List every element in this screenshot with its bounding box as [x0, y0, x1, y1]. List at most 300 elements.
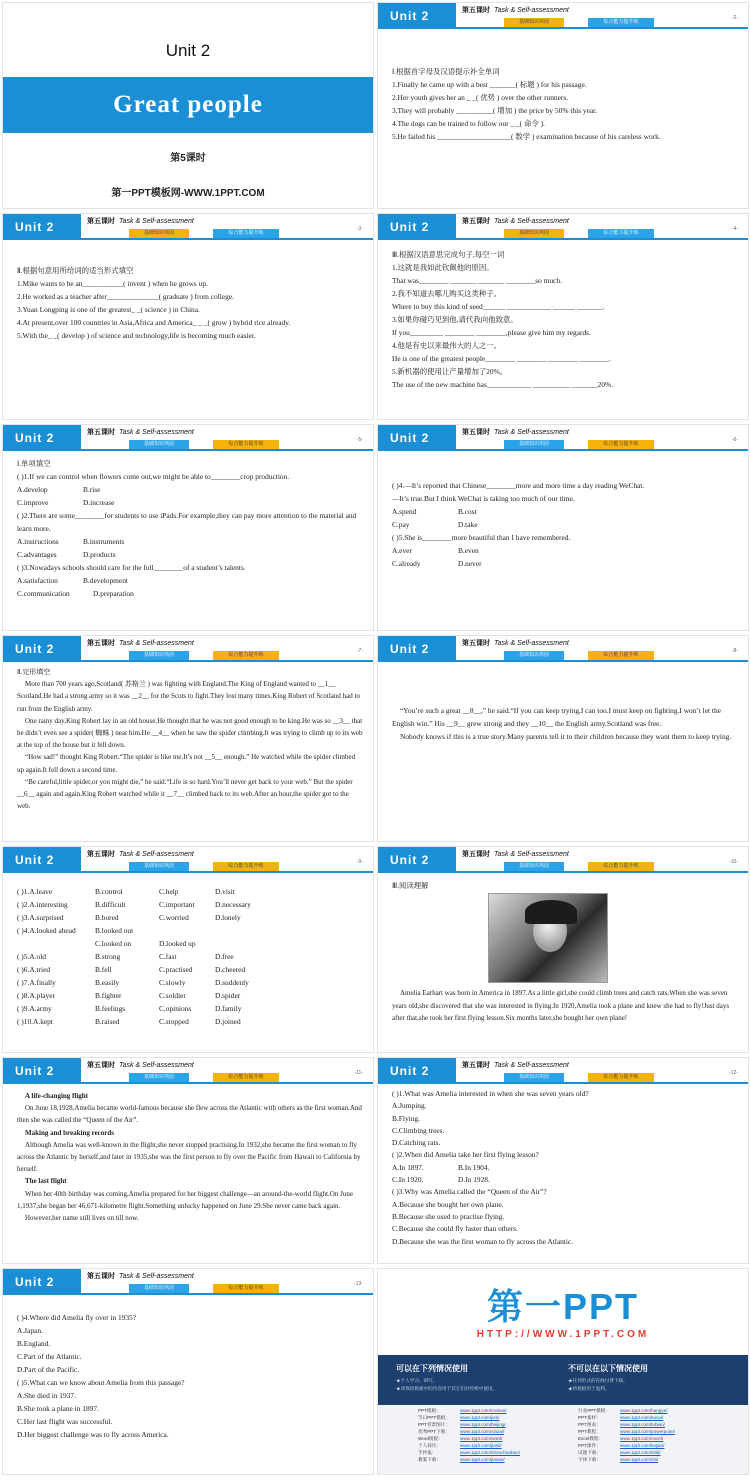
link-url[interactable]: www.1ppt.com/hangye/: [620, 1408, 668, 1413]
link-row: [578, 1414, 675, 1421]
exercise-line: If you_________ ________ ________,please give him my regards.: [392, 328, 591, 337]
unit-label: Unit 2: [378, 636, 456, 662]
option[interactable]: C.pay: [392, 520, 410, 529]
option[interactable]: C.communication: [17, 589, 70, 598]
question: ( )2.When did Amelia take her first flying lesson?: [392, 1150, 539, 1160]
tab-basic[interactable]: 基础知识巩固: [129, 1073, 189, 1082]
option[interactable]: D.Because she was the first woman to fly across the Atlantic.: [392, 1236, 574, 1246]
slide-2: [377, 2, 749, 209]
link-url[interactable]: www.1ppt.com/ziti/: [620, 1457, 659, 1462]
lesson-text: 第五课时: [462, 218, 490, 225]
link-url[interactable]: www.1ppt.com/shouchaobao/: [460, 1450, 521, 1455]
passage-paragraph: “You’re such a great __8__,” he said.“If you can keep trying,I can too.I must keep on fighting.I won’t let the English win.” His __9__ grew strong and they __10__ the English army.Scotland was free.: [392, 706, 721, 728]
lesson-text: 第五课时: [87, 1273, 115, 1280]
option[interactable]: C.looked on: [95, 939, 132, 948]
header-rule: [378, 871, 748, 873]
tab-basic[interactable]: 基础知识巩固: [129, 440, 189, 449]
slide-3: [2, 213, 374, 420]
lesson-text: 第五课时: [87, 218, 115, 225]
tab-ability[interactable]: 综合能力提升练: [213, 1284, 279, 1293]
options-row: [17, 937, 363, 950]
option[interactable]: D.preparation: [93, 589, 134, 598]
option[interactable]: A.instructions: [17, 537, 59, 546]
option[interactable]: A.spend: [392, 507, 417, 516]
tab-basic[interactable]: 基础知识巩固: [504, 18, 564, 27]
exercise-line: 5.He failed his ____________________( 数学 ) examination because of his careless work.: [392, 132, 661, 141]
amelia-earhart-photo: [488, 893, 608, 983]
link-url[interactable]: www.1ppt.com/sucai/: [620, 1415, 664, 1420]
link-label: PPT模板：: [418, 1408, 441, 1413]
unit-label: Unit 2: [378, 1058, 456, 1084]
option[interactable]: A.Because she bought her own plane.: [392, 1199, 504, 1209]
option[interactable]: C.Climbing trees.: [392, 1125, 445, 1135]
header-rule: [3, 871, 373, 873]
options-row: [17, 574, 363, 587]
task-text: Task & Self-assessment: [494, 851, 569, 858]
option[interactable]: D.lonely: [215, 913, 241, 922]
slide-header: [3, 425, 373, 451]
tab-ability[interactable]: 综合能力提升练: [588, 651, 654, 660]
option[interactable]: ( )4.A.looked ahead: [17, 926, 76, 935]
task-text: Task & Self-assessment: [119, 218, 194, 225]
option[interactable]: ( )7.A.finally: [17, 978, 56, 987]
ppt-url[interactable]: HTTP://WWW.1PPT.COM: [476, 1329, 650, 1340]
options-row: [17, 976, 363, 989]
link-label: 手抄报：: [418, 1450, 437, 1455]
question: ( )3.Nowadays schools should care for the full________of a student’s talents.: [17, 563, 246, 572]
options-row: [17, 1015, 363, 1028]
option[interactable]: C.fast: [159, 952, 177, 961]
unit-label: Unit 2: [378, 425, 456, 451]
cover-slide: [2, 2, 374, 209]
option[interactable]: C.already: [392, 559, 421, 568]
lesson-text: 第五课时: [87, 1062, 115, 1069]
slide-body: [392, 248, 738, 391]
page-number: -10-: [729, 859, 738, 865]
link-url[interactable]: www.1ppt.com/powerpoint/: [620, 1429, 675, 1434]
option[interactable]: ( )2.A.interesting: [17, 900, 68, 909]
slide-9: [2, 846, 374, 1053]
passage-subheading: A life-changing flight: [25, 1092, 89, 1100]
links-column-left: [418, 1407, 520, 1463]
slide-header: [3, 214, 373, 240]
options-row: [17, 911, 363, 924]
exercise-line: 2.He worked as a teacher after______________( graduate ) from college.: [17, 292, 234, 301]
link-url[interactable]: www.1ppt.com/excel/: [620, 1436, 664, 1441]
exercise-line: 3.They will probably __________( 增加 ) the price by 50% this year.: [392, 106, 598, 115]
question-reply: —It’s true.But I think WeChat is taking too much of our time.: [392, 494, 575, 503]
option[interactable]: B.In 1904.: [458, 1162, 490, 1172]
link-url[interactable]: www.1ppt.com/xiazai/: [460, 1429, 505, 1434]
option[interactable]: C.Her last flight was successful.: [17, 1417, 113, 1426]
unit-label: Unit 2: [3, 847, 81, 873]
options-row: [17, 885, 363, 898]
option[interactable]: ( )9.A.army: [17, 1004, 52, 1013]
passage-paragraph: One rainy day,King Robert lay in an old house.He thought that he was not good enough to be king.He was so __3__ that he didn’t even see a spider( 蜘蛛 ) near him.He __4__ when he saw the spider climbing.It was trying to climb up to its web at the top of the house but it fell down.: [17, 716, 363, 750]
option[interactable]: A.develop: [17, 485, 48, 494]
option[interactable]: D.looked up: [159, 939, 196, 948]
option[interactable]: C.opinions: [159, 1004, 192, 1013]
exercise-line: 2.我不知道去哪儿购买这类种子。: [392, 289, 502, 298]
header-rule: [378, 660, 748, 662]
link-label: PPT背景图片：: [418, 1422, 450, 1427]
option[interactable]: ( )10.A.kept: [17, 1017, 53, 1026]
lesson-label: [87, 849, 194, 859]
options-row: [17, 496, 363, 509]
options-row: [17, 963, 363, 976]
option[interactable]: B.strong: [95, 952, 121, 961]
option[interactable]: C.advantages: [17, 550, 57, 559]
passage-paragraph: However,her name still lives on till now.: [25, 1214, 139, 1223]
option[interactable]: D.suddenly: [215, 978, 249, 987]
option[interactable]: B.feelings: [95, 1004, 126, 1013]
option[interactable]: D.visit: [215, 887, 235, 896]
lesson-label: [87, 638, 194, 648]
cannot-use-note: ★任何形式的在线付费下载。: [568, 1378, 628, 1383]
link-label: 字体下载：: [578, 1457, 601, 1462]
lesson-label: [87, 427, 194, 437]
option[interactable]: C.important: [159, 900, 195, 909]
link-url[interactable]: www.1ppt.com/jianli/: [460, 1443, 502, 1448]
header-rule: [378, 1082, 748, 1084]
section-heading: Ⅰ.单项填空: [17, 459, 51, 468]
section-heading: Ⅰ.根据首字母及汉语提示补全单词: [392, 67, 500, 76]
tab-ability[interactable]: 综合能力提升练: [213, 229, 279, 238]
slide-header: [3, 636, 373, 662]
link-row: [578, 1428, 675, 1435]
link-label: PPT图表：: [578, 1422, 601, 1427]
link-label: 优秀PPT下载：: [418, 1429, 450, 1434]
exercise-line: 2.Her youth gives her an _ _( 优势 ) over the other runners.: [392, 93, 569, 102]
cover-site: 第一PPT模板网-WWW.1PPT.COM: [111, 188, 265, 199]
slide-body: [17, 1090, 363, 1224]
slide-body: [17, 1311, 363, 1441]
link-url[interactable]: www.1ppt.com/shiti/: [620, 1450, 661, 1455]
option[interactable]: ( )8.A.player: [17, 991, 55, 1000]
option[interactable]: D.increase: [83, 498, 115, 507]
options-row: [392, 557, 738, 570]
exercise-line: 4.At present,over 100 countries in Asia,Africa and America_ _ _( grow ) hybrid rice already.: [17, 318, 291, 327]
link-url[interactable]: www.1ppt.com/jiaoan/: [460, 1457, 505, 1462]
tab-ability[interactable]: 综合能力提升练: [588, 229, 654, 238]
tab-basic[interactable]: 基础知识巩固: [129, 862, 189, 871]
option[interactable]: ( )1.A.leave: [17, 887, 53, 896]
option[interactable]: D.necessary: [215, 900, 251, 909]
passage-subheading: The last flight: [25, 1177, 67, 1186]
question: ( )5.What can we know about Amelia from this passage?: [17, 1378, 185, 1387]
option[interactable]: B.fell: [95, 965, 112, 974]
header-rule: [378, 238, 748, 240]
exercise-line: 3.如果你碰巧见到他,请代我向他致意。: [392, 315, 518, 324]
option[interactable]: D.In 1928.: [458, 1175, 490, 1185]
tab-basic[interactable]: 基础知识巩固: [129, 651, 189, 660]
tab-ability[interactable]: 综合能力提升练: [588, 1073, 654, 1082]
option[interactable]: D.free: [215, 952, 234, 961]
link-url[interactable]: www.1ppt.com/tubiao/: [620, 1422, 665, 1427]
slide-header: [3, 847, 373, 873]
slide-header: [378, 425, 748, 451]
link-row: [418, 1407, 520, 1414]
link-label: PPT教程：: [578, 1429, 601, 1434]
unit-label: Unit 2: [3, 1269, 81, 1295]
slide-body: [392, 704, 738, 743]
header-rule: [378, 449, 748, 451]
lesson-label: [462, 1060, 569, 1070]
task-text: Task & Self-assessment: [119, 429, 194, 436]
task-text: Task & Self-assessment: [119, 640, 194, 647]
exercise-line: 1.Mike wants to be an___________( invent ) when he grows up.: [17, 279, 208, 288]
task-text: Task & Self-assessment: [494, 7, 569, 14]
option[interactable]: C.soldier: [159, 991, 186, 1000]
page-number: -8-: [731, 648, 738, 654]
tab-basic[interactable]: 基础知识巩固: [504, 229, 564, 238]
header-rule: [3, 660, 373, 662]
cloze-options: [17, 885, 363, 1028]
unit-label: Unit 2: [378, 847, 456, 873]
tab-ability[interactable]: 综合能力提升练: [588, 440, 654, 449]
option[interactable]: B.easily: [95, 978, 120, 987]
option[interactable]: C.In 1920.: [392, 1175, 424, 1185]
option[interactable]: ( )6.A.tried: [17, 965, 51, 974]
option[interactable]: B.control: [95, 887, 123, 896]
slide-13: [2, 1268, 374, 1475]
slide-body: [392, 479, 738, 570]
option[interactable]: D.joined: [215, 1017, 241, 1026]
slide-4: [377, 213, 749, 420]
page-number: -12-: [729, 1070, 738, 1076]
cover-title: Great people: [3, 77, 373, 133]
link-url[interactable]: www.1ppt.com/word/: [460, 1436, 503, 1441]
option[interactable]: C.slowly: [159, 978, 186, 987]
options-row: [17, 587, 363, 600]
lesson-text: 第五课时: [462, 851, 490, 858]
link-url[interactable]: www.1ppt.com/beijing/: [460, 1422, 506, 1427]
slide-header: [3, 1269, 373, 1295]
question: ( )5.She is________more beautiful than I have remembered.: [392, 533, 571, 542]
option[interactable]: ( )5.A.old: [17, 952, 46, 961]
option[interactable]: B.She took a plane in 1897.: [17, 1404, 99, 1413]
page-number: -5-: [356, 437, 363, 443]
options-row: [392, 544, 738, 557]
option[interactable]: C.Part of the Atlantic.: [17, 1352, 82, 1361]
page-number: -3-: [356, 226, 363, 232]
photo-cap: [525, 900, 577, 924]
link-row: [418, 1449, 520, 1456]
link-row: [418, 1435, 520, 1442]
passage-paragraph: On June 18,1928,Amelia became world-famous because she flew across the Atlantic with others as the first woman.And then she was called the “Queen of the Air”.: [17, 1104, 362, 1125]
lesson-label: [462, 427, 569, 437]
header-rule: [3, 238, 373, 240]
link-url[interactable]: www.1ppt.com/jieri/: [460, 1415, 500, 1420]
task-text: Task & Self-assessment: [494, 640, 569, 647]
slide-body: [392, 1088, 738, 1248]
tab-ability[interactable]: 综合能力提升练: [213, 1073, 279, 1082]
option[interactable]: B.raised: [95, 1017, 120, 1026]
option[interactable]: D.products: [83, 550, 116, 559]
page-number: -6-: [731, 437, 738, 443]
tab-ability[interactable]: 综合能力提升练: [588, 18, 654, 27]
tab-basic[interactable]: 基础知识巩固: [129, 229, 189, 238]
cannot-use-heading: 不可以在以下情况使用: [568, 1364, 648, 1373]
options-row: [392, 505, 738, 518]
task-text: Task & Self-assessment: [494, 1062, 569, 1069]
link-label: 节日PPT模板：: [418, 1415, 450, 1420]
passage-paragraph: Although Amelia was well-known in the flight,she never stopped practising.In 1932,she became the first woman to fly across the Atlantic by herself,and later in 1935,she was the first person to fly over the Pacific from Hawaii to California by herself.: [17, 1140, 361, 1174]
option[interactable]: B.instruments: [83, 537, 125, 546]
option[interactable]: C.Because she could fly faster than others.: [392, 1224, 519, 1234]
tab-ability[interactable]: 综合能力提升练: [213, 862, 279, 871]
link-row: [578, 1407, 675, 1414]
section-heading: Ⅲ.根据汉语意思完成句子,每空一词: [392, 250, 505, 259]
slide-body: [17, 264, 363, 342]
exercise-line: 1.这就是我如此钦佩他的原因。: [392, 263, 494, 272]
link-url[interactable]: www.1ppt.com/kejian/: [620, 1443, 665, 1448]
lesson-label: [87, 216, 194, 226]
slide-header: [378, 636, 748, 662]
question: ( )2.There are some________for students to use iPads.For example,they can pay more attention to the material and learn more.: [17, 511, 357, 533]
options-row: [17, 898, 363, 911]
exercise-line: He is one of the greatest people________ ________ ________ ________.: [392, 354, 611, 363]
slide-11: [2, 1057, 374, 1264]
option[interactable]: A.ever: [392, 546, 412, 555]
link-url[interactable]: www.1ppt.com/moban/: [460, 1408, 507, 1413]
lesson-label: [462, 849, 569, 859]
exercise-line: 4.The dogs can be trained to follow our _ _( 命令 ).: [392, 119, 545, 128]
options-row: [17, 1002, 363, 1015]
link-label: 试题下载：: [578, 1450, 601, 1455]
link-label: Excel教程：: [578, 1436, 604, 1441]
option[interactable]: C.worried: [159, 913, 189, 922]
slide-7: [2, 635, 374, 842]
section-heading: Ⅲ.阅读理解: [392, 881, 429, 890]
option[interactable]: D.spider: [215, 991, 241, 1000]
task-text: Task & Self-assessment: [119, 851, 194, 858]
page-number: -4-: [731, 226, 738, 232]
task-text: Task & Self-assessment: [494, 429, 569, 436]
slide-header: [3, 1058, 373, 1084]
task-text: Task & Self-assessment: [119, 1062, 194, 1069]
link-label: PPT素材：: [578, 1415, 601, 1420]
tab-ability[interactable]: 综合能力提升练: [213, 440, 279, 449]
link-row: [418, 1421, 520, 1428]
link-row: [578, 1442, 675, 1449]
unit-label: Unit 2: [3, 636, 81, 662]
option[interactable]: B.looked out: [95, 926, 134, 935]
options-row: [17, 535, 363, 548]
option[interactable]: B.difficult: [95, 900, 126, 909]
slide-header: [378, 1058, 748, 1084]
task-text: Task & Self-assessment: [494, 218, 569, 225]
option[interactable]: A.In 1897.: [392, 1162, 424, 1172]
question: ( )4.—It’s reported that Chinese________more and more time a day reading WeChat.: [392, 481, 645, 490]
passage-paragraph: Amelia Earhart was born in America in 1897.As a little girl,she could climb trees and catch rats.When she was seven years old,she discovered that she was interested in flying.In 1920,Amelia took a plane and knew she had to fly!Just days after that,she took her first flying lesson.Six months later,she bought her own plane!: [392, 989, 730, 1022]
lesson-text: 第五课时: [462, 1062, 490, 1069]
option[interactable]: A.Jumping.: [392, 1101, 427, 1111]
option[interactable]: B.even: [458, 546, 479, 555]
question: ( )1.If we can control when flowers come out,we might be able to________crop production.: [17, 472, 290, 481]
link-label: PPT课件：: [578, 1443, 601, 1448]
option[interactable]: C.improve: [17, 498, 49, 507]
header-rule: [3, 1082, 373, 1084]
option[interactable]: D.family: [215, 1004, 242, 1013]
link-row: [418, 1428, 520, 1435]
option[interactable]: D.take: [458, 520, 478, 529]
link-row: [418, 1414, 520, 1421]
slide-5: [2, 424, 374, 631]
page-number: -13-: [354, 1281, 363, 1287]
can-use-note: ★个人学习、研究。: [396, 1378, 438, 1383]
option[interactable]: B.bored: [95, 913, 119, 922]
option[interactable]: A.She died in 1937.: [17, 1391, 76, 1400]
usage-panel: [378, 1355, 748, 1474]
link-label: 个人简历：: [418, 1443, 441, 1448]
option[interactable]: D.Part of the Pacific.: [17, 1365, 80, 1374]
tab-basic[interactable]: 基础知识巩固: [504, 651, 564, 660]
option[interactable]: B.England.: [17, 1339, 51, 1348]
passage-paragraph: “How sad!” thought King Robert.“The spider is like me.It’s not __5__ enough.” He watched while the spider climbed up again.It fell down a second time.: [17, 753, 356, 774]
passage-subheading: Making and breaking records: [25, 1128, 115, 1137]
tab-basic[interactable]: 基础知识巩固: [504, 440, 564, 449]
lesson-label: [87, 1271, 194, 1281]
option[interactable]: D.never: [458, 559, 482, 568]
lesson-text: 第五课时: [87, 429, 115, 436]
exercise-line: 5.With the_ _( develop ) of science and technology,life is becoming much easier.: [17, 331, 256, 340]
option[interactable]: B.Flying.: [392, 1113, 420, 1123]
option[interactable]: C.stopped: [159, 1017, 189, 1026]
options-row: [17, 483, 363, 496]
option[interactable]: B.Because she used to practise flying.: [392, 1211, 505, 1221]
unit-label: Unit 2: [378, 3, 456, 29]
cover-unit: Unit 2: [165, 41, 211, 60]
exercise-line: Where to buy this kind of seed______ ____________ ______ _______.: [392, 302, 605, 311]
option[interactable]: B.development: [83, 576, 128, 585]
slide-8: [377, 635, 749, 842]
slide-body: [17, 457, 363, 600]
links-panel: [378, 1405, 748, 1475]
option[interactable]: C.practised: [159, 965, 193, 974]
options-row: [392, 1174, 738, 1186]
tab-ability[interactable]: 综合能力提升练: [213, 651, 279, 660]
option[interactable]: C.help: [159, 887, 179, 896]
page-number: -9-: [356, 859, 363, 865]
unit-label: Unit 2: [378, 214, 456, 240]
question: ( )3.Why was Amelia called the “Queen of the Air”?: [392, 1187, 547, 1197]
option[interactable]: A.Japan.: [17, 1326, 43, 1335]
link-row: [578, 1456, 675, 1463]
option[interactable]: D.Catching rats.: [392, 1138, 441, 1148]
option[interactable]: B.rise: [83, 485, 101, 494]
link-row: [418, 1442, 520, 1449]
option[interactable]: A.satisfaction: [17, 576, 58, 585]
link-label: 行业PPT模板：: [578, 1408, 610, 1413]
option[interactable]: D.cheered: [215, 965, 246, 974]
tab-basic[interactable]: 基础知识巩固: [504, 862, 564, 871]
option[interactable]: B.fighter: [95, 991, 122, 1000]
header-rule: [3, 1293, 373, 1295]
cover-subtitle: 第5课时: [170, 153, 206, 164]
lesson-text: 第五课时: [462, 640, 490, 647]
option[interactable]: D.Her biggest challenge was to fly across America.: [17, 1430, 169, 1439]
page-number: -7-: [356, 648, 363, 654]
option[interactable]: B.cost: [458, 507, 477, 516]
options-row: [17, 950, 363, 963]
tab-basic[interactable]: 基础知识巩固: [504, 1073, 564, 1082]
tab-ability[interactable]: 综合能力提升练: [588, 862, 654, 871]
lesson-text: 第五课时: [462, 429, 490, 436]
tab-basic[interactable]: 基础知识巩固: [129, 1284, 189, 1293]
exercise-line: 4.他是有史以来最伟大的人之一。: [392, 341, 502, 350]
option[interactable]: ( )3.A.surprised: [17, 913, 64, 922]
